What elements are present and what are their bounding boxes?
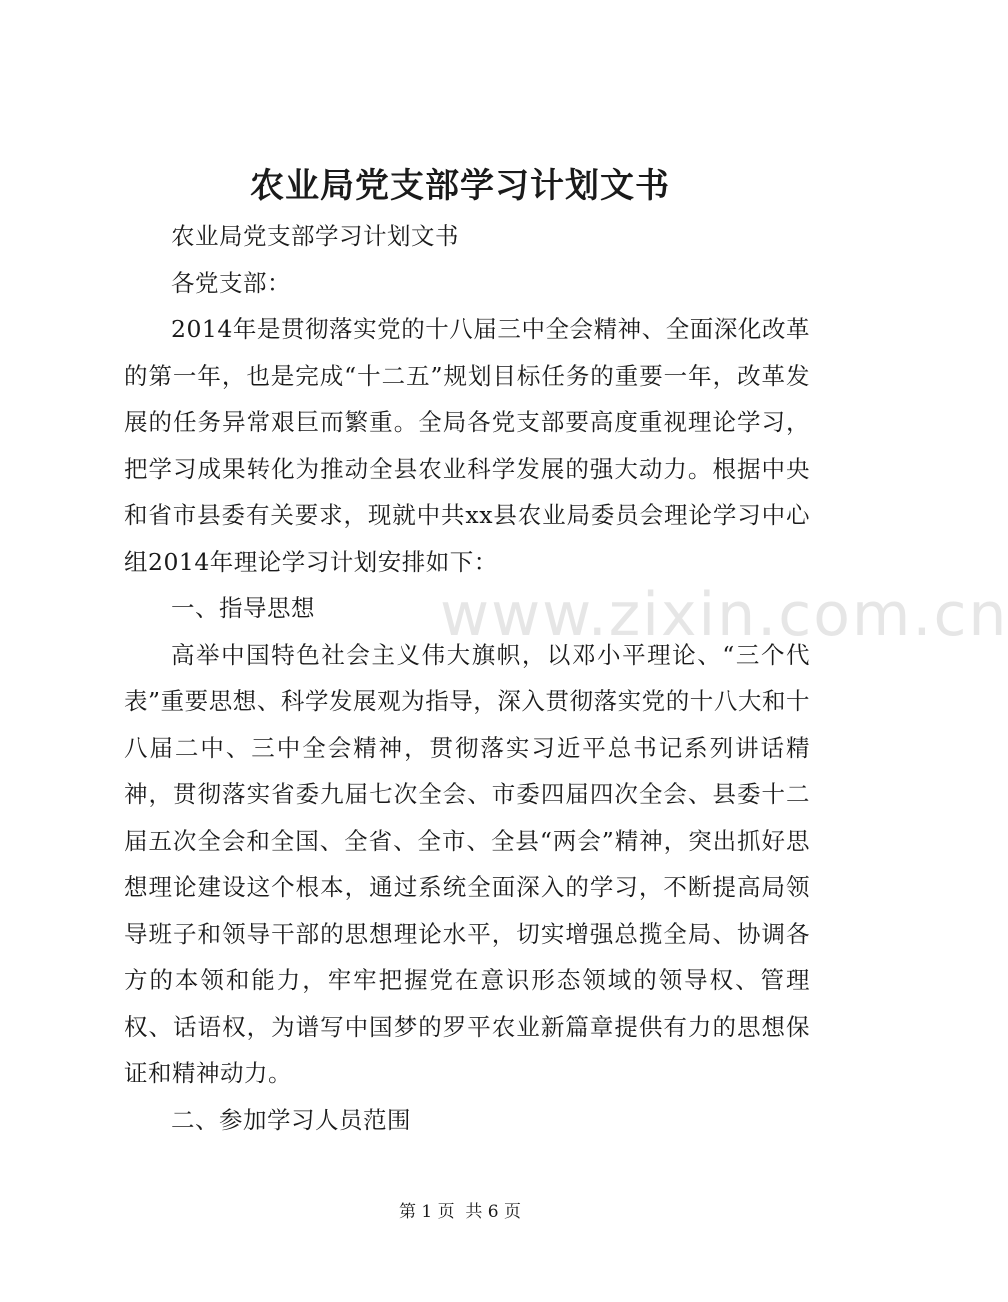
- paragraph-subtitle: 农业局党支部学习计划文书: [171, 222, 459, 250]
- paragraph-guiding-thought: 高举中国特色社会主义伟大旗帜，以邓小平理论、“三个代表”重要思想、科学发展观为指导，深入贯彻落实党的十八大和十八届二中、三中全会精神，贯彻落实习近平总书记系列讲话精神，贯彻落实省委九届七次全会、市委四届四次全会、县委十二届五次全会和全国、全省、全市、全县“两会”精神，突出抓好思想理论建设这个根本，通过系统全面深入的学习，不断提高局领导班子和领导干部的思想理论水平，切实增强总揽全局、协调各方的本领和能力，牢牢把握党在意识形态领域的领导权、管理权、话语权，为谱写中国梦的罗平农业新篇章提供有力的思想保证和精神动力。: [124, 640, 810, 1087]
- document-body: [124, 213, 810, 1143]
- section-heading-participants: 二、参加学习人员范围: [171, 1105, 411, 1134]
- page-footer: [0, 1200, 920, 1224]
- section-heading-guiding-thought: 一、指导思想: [171, 594, 315, 622]
- document-title: 农业局党支部学习计划文书: [250, 166, 670, 206]
- paragraph-salutation: 各党支部：: [171, 268, 291, 297]
- paragraph-intro: 2014年是贯彻落实党的十八届三中全会精神、全面深化改革的第一年，也是完成“十二五”规划目标任务的重要一年，改革发展的任务异常艰巨而繁重。全局各党支部要高度重视理论学习，把学习成果转化为推动全县农业科学发展的强大动力。根据中央和省市县委有关要求，现就中共xx县农业局委员会理论学习中心组2014年理论学习计划安排如下：: [124, 315, 810, 576]
- watermark: www.zixin.com.cn: [440, 580, 1008, 650]
- page-number: 第 1 页 共 6 页: [398, 1202, 522, 1222]
